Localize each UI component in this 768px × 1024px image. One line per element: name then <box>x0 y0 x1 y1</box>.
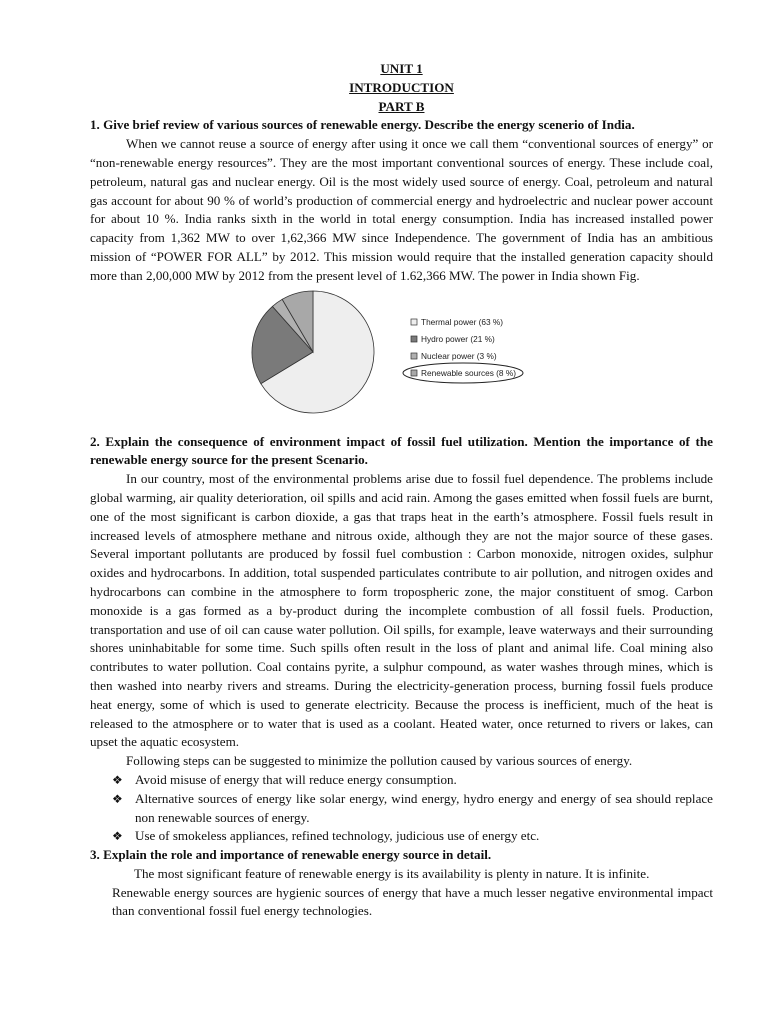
legend-nuclear-swatch <box>411 353 417 359</box>
list-item-text: Avoid misuse of energy that will reduce energy consumption. <box>135 771 457 787</box>
unit-heading: UNIT 1 <box>380 61 423 76</box>
steps-intro: Following steps can be suggested to minimize the pollution caused by various sources of energy. <box>126 753 633 769</box>
legend-hydro-label: Hydro power (21 %) <box>421 333 495 344</box>
pie-chart-svg <box>90 289 713 427</box>
steps-list <box>90 771 713 846</box>
section3-paragraph: Renewable energy sources are hygienic sources of energy that have a much lesser negative environmental impact than conventional fossil fuel energy technologies. <box>112 884 713 919</box>
legend-renewable-swatch <box>411 370 417 376</box>
list-item-text: Use of smokeless appliances, refined technology, judicious use of energy etc. <box>135 828 540 844</box>
introduction-heading: INTRODUCTION <box>349 79 454 95</box>
diamond-bullet-icon: ❖ <box>112 829 123 844</box>
diamond-bullet-icon: ❖ <box>112 772 123 787</box>
section1-paragraph: When we cannot reuse a source of energy after using it once we call them “conventional sources of energy” or “non-renewable energy resources”. They are the most important conventional sources of energy. These include coal, petroleum, natural gas and nuclear energy. Oil is the most widely used source of energy. Coal, petroleum and natural gas account for about 90 % of world’s production of commercial energy and hydroelectric and nuclear power account for about 10 %. India ranks sixth in the world in total energy consumption. India has increased installed power capacity from 1,362 MW to over 1,62,366 MW since Independence. The government of India has an ambitious mission of “POWER FOR ALL” by 2012. This mission would require that the installed generation capacity should more than 2,00,000 MW by 2012 from the present level of 1.62,366 MW. The power in India shown Fig. <box>90 136 713 283</box>
power-pie-chart <box>90 289 713 427</box>
legend-renewable-label: Renewable sources (8 %) <box>421 367 516 378</box>
legend-thermal-swatch <box>411 319 417 325</box>
legend-thermal-label: Thermal power (63 %) <box>421 316 504 327</box>
document-page <box>90 60 713 921</box>
list-item <box>112 827 713 846</box>
part-heading: PART B <box>378 98 425 114</box>
section3-line: The most significant feature of renewable energy is its availability is plenty in nature. It is infinite. <box>134 865 650 881</box>
legend-nuclear-label: Nuclear power (3 %) <box>421 350 497 361</box>
diamond-bullet-icon: ❖ <box>112 791 123 806</box>
list-item <box>112 790 713 828</box>
list-item-text: Alternative sources of energy like solar energy, wind energy, hydro energy and energy of sea should replace non renewable sources of energy. <box>135 790 713 825</box>
list-item <box>112 771 713 790</box>
section-3 <box>90 846 713 921</box>
question-3: 3. Explain the role and importance of renewable energy source in detail. <box>90 847 492 863</box>
section2-paragraph: In our country, most of the environmental problems arise due to fossil fuel dependence. The problems include global warming, air quality deterioration, oil spills and acid rain. Among the gases emitted when fossil fuels are burnt, one of the most significant is carbon dioxide, a gas that traps heat in the earth’s atmosphere. Fossil fuels result in increased levels of atmosphere methane and nitrous oxide, although they are not the major source of these gases. Several important pollutants are produced by fossil fuel combustion : Carbon monoxide, nitrogen oxides, sulphur oxides and hydrocarbons. In addition, total suspended particulates contribute to air pollution, and nitrogen oxides and hydrocarbons can combine in the atmosphere to form tropospheric zone, the major constituent of smog. Carbon monoxide is a gas formed as a by-product during the incomplete combustion of all fossil fuels. Production, transportation and use of oil can cause water pollution. Oil spills, for example, leave waterways and their surrounding shores uninhabitable for some time. Such spills often result in the loss of plant and animal life. Coal mining also contributes to water pollution. Coal contains pyrite, a sulphur compound, as water washes through mines, which is then washed into nearby rivers and streams. During the electricity-generation process, burning fossil fuels produce heat energy, some of which is used to generate electricity. Because the process is inefficient, much of the heat is released to the atmosphere or to water that is used as a coolant. Heated water, once returned to rivers or lakes, can upset the aquatic ecosystem. <box>90 471 713 750</box>
question-2: 2. Explain the consequence of environment impact of fossil fuel utilization. Mention the importance of the renewable energy source for the present Scenario. <box>90 433 713 468</box>
legend-hydro-swatch <box>411 336 417 342</box>
question-1: 1. Give brief review of various sources of renewable energy. Describe the energy scenerio of India. <box>90 117 635 133</box>
